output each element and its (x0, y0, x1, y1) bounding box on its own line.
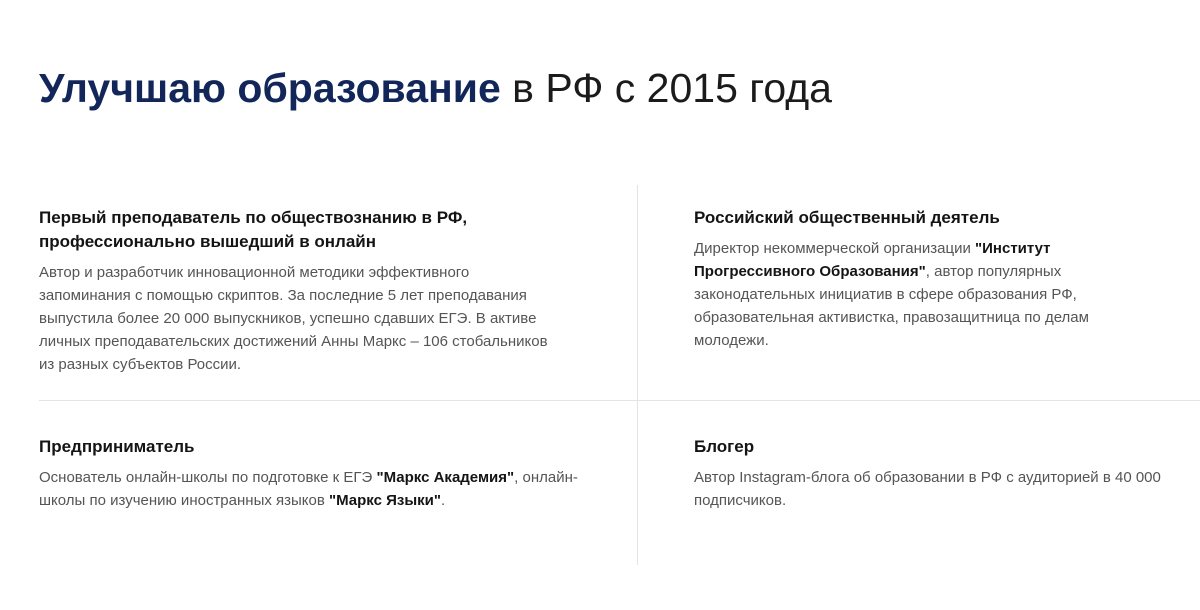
card-public-figure (694, 206, 1164, 352)
school-name-languages: "Маркс Языки" (329, 492, 442, 509)
organization-name: "Институт Прогрессивного Образования" (694, 240, 1051, 280)
card-public-figure-text-before: Директор некоммерческой организации (694, 240, 976, 257)
card-teacher-title (39, 206, 559, 254)
card-teacher-title-line2: профессионально вышедший в онлайн (39, 232, 376, 251)
card-teacher (39, 206, 559, 376)
card-blogger-title: Блогер (694, 437, 755, 456)
card-entrepreneur-text (39, 466, 599, 512)
card-entrepreneur (39, 435, 599, 512)
card-public-figure-text-after: , автор популярных законодательных инициатив в сфере образования РФ, образовательная активистка, правозащитница по делам молодежи. (694, 263, 1089, 349)
card-public-figure-title: Российский общественный деятель (694, 208, 1000, 227)
card-teacher-title-line1: Первый преподаватель по обществознанию в РФ, (39, 208, 468, 227)
horizontal-divider (39, 400, 1200, 401)
vertical-divider (637, 185, 638, 565)
card-teacher-text: Автор и разработчик инновационной методики эффективного запоминания с помощью скриптов. За последние 5 лет преподавания выпустила более 20 000 выпускников, успешно сдавших ЕГЭ. В активе личных преподавательских достижений Анны Маркс – 106 стобальников из разных субъектов России. (39, 264, 548, 373)
card-entrepreneur-text-before: Основатель онлайн-школы по подготовке к ЕГЭ (39, 469, 377, 486)
card-entrepreneur-text-middle: , онлайн-школы по изучению иностранных языков (39, 469, 578, 509)
card-blogger-text: Автор Instagram-блога об образовании в РФ с аудиторией в 40 000 подписчиков. (694, 469, 1161, 509)
card-public-figure-text (694, 237, 1164, 352)
card-blogger (694, 435, 1184, 512)
card-entrepreneur-title: Предприниматель (39, 437, 195, 456)
school-name-academy: "Маркс Академия" (376, 469, 515, 486)
page-title-accent: Улучшаю образование (39, 65, 501, 111)
card-entrepreneur-text-after: . (441, 492, 446, 509)
page-title (39, 62, 832, 114)
page-title-rest: в РФ с 2015 года (500, 65, 832, 111)
